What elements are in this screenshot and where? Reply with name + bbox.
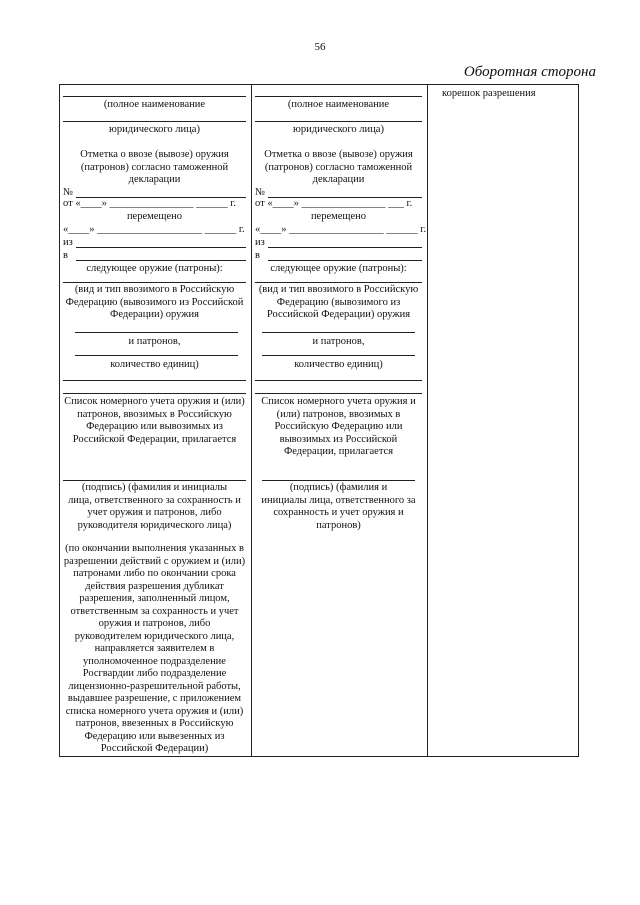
line-legal-entity xyxy=(63,121,246,122)
left-legal-entity: юридического лица) xyxy=(109,124,200,135)
r-line-list-top1 xyxy=(255,380,422,381)
page-number: 56 xyxy=(314,41,326,53)
right-date-line2: «____» __________________ ______ г. xyxy=(255,224,427,235)
right-from-line xyxy=(268,247,422,248)
right-mark: Отметка о ввозе (вывозе) оружия (патронов) согласно таможенной декларации xyxy=(264,149,413,185)
right-no-prefix: № xyxy=(255,187,266,198)
left-to-prefix: в xyxy=(63,250,68,261)
left-list-text: Список номерного учета оружия и (или) патронов, ввозимых в Российскую Федерацию или вывозимых из Российской Федерации, прилагается xyxy=(64,396,245,445)
left-from-prefix: из xyxy=(63,237,73,248)
right-and-cartridges: и патронов, xyxy=(312,336,365,347)
right-full-name: (полное наименование xyxy=(287,99,390,110)
line-list-top1 xyxy=(63,380,246,381)
column-divider-right xyxy=(427,84,428,757)
r-line-legal-entity xyxy=(255,121,422,122)
line-full-name xyxy=(63,96,246,97)
left-full-name: (полное наименование xyxy=(103,99,206,110)
stub-label: корешок разрешения xyxy=(442,88,536,99)
left-moved: перемещено xyxy=(126,211,183,222)
right-from-prefix: из xyxy=(255,237,265,248)
left-weapon-kind: (вид и тип ввозимого в Российскую Федерацию (вывозимого из Российской Федерации) оружия xyxy=(65,284,244,320)
line-weapon-kind xyxy=(63,282,246,283)
right-signature: (подпись) (фамилия и инициалы лица, ответственного за сохранность и учет оружия и патронов) xyxy=(261,482,416,531)
line-quantity xyxy=(75,355,238,356)
left-from-line xyxy=(76,247,246,248)
right-to-prefix: в xyxy=(255,250,260,261)
left-no-prefix: № xyxy=(63,187,74,198)
line-and-cartridges xyxy=(75,332,238,333)
left-mark: Отметка о ввозе (вывозе) оружия (патронов) согласно таможенной декларации xyxy=(80,149,229,185)
right-to-line xyxy=(268,260,422,261)
left-to-line xyxy=(76,260,246,261)
left-following: следующее оружие (патроны): xyxy=(86,263,223,274)
left-date-line: от «____» ________________ ______ г. xyxy=(63,198,236,209)
right-weapon-kind: (вид и тип ввозимого в Российскую Федерацию (вывозимого из Российской Федерации) оружия xyxy=(258,284,419,320)
left-quantity: количество единиц) xyxy=(110,359,199,370)
right-moved: перемещено xyxy=(310,211,367,222)
line-list-top2 xyxy=(63,393,246,394)
right-quantity: количество единиц) xyxy=(294,359,383,370)
r-line-quantity xyxy=(262,355,415,356)
left-date-line2: «____» ____________________ ______ г. xyxy=(63,224,245,235)
r-line-full-name xyxy=(255,96,422,97)
left-footnote: (по окончании выполнения указанных в разрешении действий с оружием и (или) патронами либо по окончании срока действия разрешения дубликат разрешения, заполненный лицом, ответственным за сохранность и учет оружия и патронов, либо руководителем юридического лица, направляется заявителем в уполномоченное подразделение Росгвардии либо подразделение лицензионно-разрешительной работы, выдавшее разрешение, с приложением списка номерного учета оружия и (или) патронов, ввезенных в Российскую Федерацию или вывезенных из Российской Федерации) xyxy=(63,543,246,754)
left-and-cartridges: и патронов, xyxy=(128,336,181,347)
left-signature: (подпись) (фамилия и инициалы лица, ответственного за сохранность и учет оружия и патронов, либо руководителя юридического лица) xyxy=(68,482,241,531)
right-legal-entity: юридического лица) xyxy=(293,124,384,135)
line-signature xyxy=(63,480,246,481)
r-line-signature xyxy=(262,480,415,481)
right-list-text: Список номерного учета оружия и (или) патронов, ввозимых в Российскую Федерацию или вывозимых из Российской Федерации, прилагается xyxy=(261,396,416,457)
r-line-weapon-kind xyxy=(255,282,422,283)
right-following: следующее оружие (патроны): xyxy=(270,263,407,274)
r-line-list-top2 xyxy=(255,393,422,394)
right-date-line: от «____» ________________ ___ г. xyxy=(255,198,413,209)
r-line-and-cartridges xyxy=(262,332,415,333)
side-title: Оборотная сторона xyxy=(463,64,596,80)
